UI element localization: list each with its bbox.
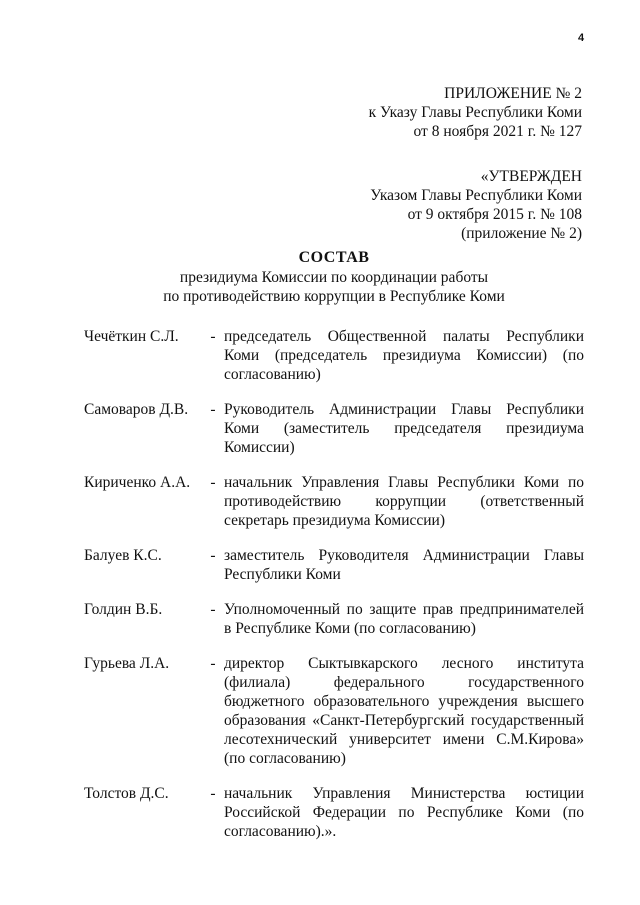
- approved-line: от 9 октября 2015 г. № 108: [407, 206, 582, 223]
- member-name: Балуев К.С.: [84, 547, 162, 564]
- members-list: [84, 327, 584, 857]
- member-description: начальник Управления Министерства юстиции Российской Федерации по Республике Коми (по согласованию).».: [224, 785, 584, 840]
- approved-line: «УТВЕРЖДЕН: [480, 168, 582, 185]
- page-number: 4: [578, 32, 585, 44]
- appendix-line: ПРИЛОЖЕНИЕ № 2: [444, 85, 582, 102]
- member-row: [84, 473, 584, 530]
- title-subline: по противодействию коррупции в Республике Коми: [163, 288, 505, 305]
- appendix-line: к Указу Главы Республики Коми: [368, 104, 582, 121]
- member-row: [84, 600, 584, 638]
- title-main: СОСТАВ: [298, 249, 370, 266]
- document-title: [60, 248, 608, 306]
- approved-header: [370, 167, 582, 243]
- member-description: Уполномоченный по защите прав предпринимателей в Республике Коми (по согласованию): [224, 601, 584, 637]
- member-row: [84, 400, 584, 457]
- member-dash: -: [210, 547, 216, 564]
- member-description: заместитель Руководителя Администрации Главы Республики Коми: [224, 547, 584, 583]
- member-name: Голдин В.Б.: [84, 601, 163, 618]
- appendix-header: [369, 84, 582, 141]
- member-name: Самоваров Д.В.: [84, 401, 189, 418]
- approved-line: (приложение № 2): [461, 225, 582, 242]
- member-description: начальник Управления Главы Республики Коми по противодействию коррупции (ответственный секретарь президиума Комиссии): [224, 474, 584, 529]
- member-name: Толстов Д.С.: [84, 785, 169, 802]
- member-row: [84, 784, 584, 841]
- member-row: [84, 546, 584, 584]
- member-description: председатель Общественной палаты Республики Коми (председатель президиума Комиссии) (по согласованию): [224, 328, 584, 383]
- member-name: Гурьева Л.А.: [84, 655, 170, 672]
- member-dash: -: [210, 655, 216, 672]
- appendix-line: от 8 ноября 2021 г. № 127: [413, 123, 582, 140]
- member-description: директор Сыктывкарского лесного института (филиала) федерального государственного бюджетного образовательного учреждения высшего образования «Санкт-Петербургский государственный лесотехнический университет имени С.М.Кирова» (по согласованию): [224, 655, 584, 767]
- member-row: [84, 327, 584, 384]
- member-name: Чечёткин С.Л.: [84, 328, 179, 345]
- member-dash: -: [210, 785, 216, 802]
- member-dash: -: [210, 328, 216, 345]
- member-description: Руководитель Администрации Главы Республики Коми (заместитель председателя президиума Комиссии): [224, 401, 584, 456]
- member-row: [84, 654, 584, 768]
- member-dash: -: [210, 474, 216, 491]
- member-dash: -: [210, 601, 216, 618]
- approved-line: Указом Главы Республики Коми: [370, 187, 582, 204]
- member-dash: -: [210, 401, 216, 418]
- member-name: Кириченко А.А.: [84, 474, 191, 491]
- title-subline: президиума Комиссии по координации работы: [179, 269, 489, 286]
